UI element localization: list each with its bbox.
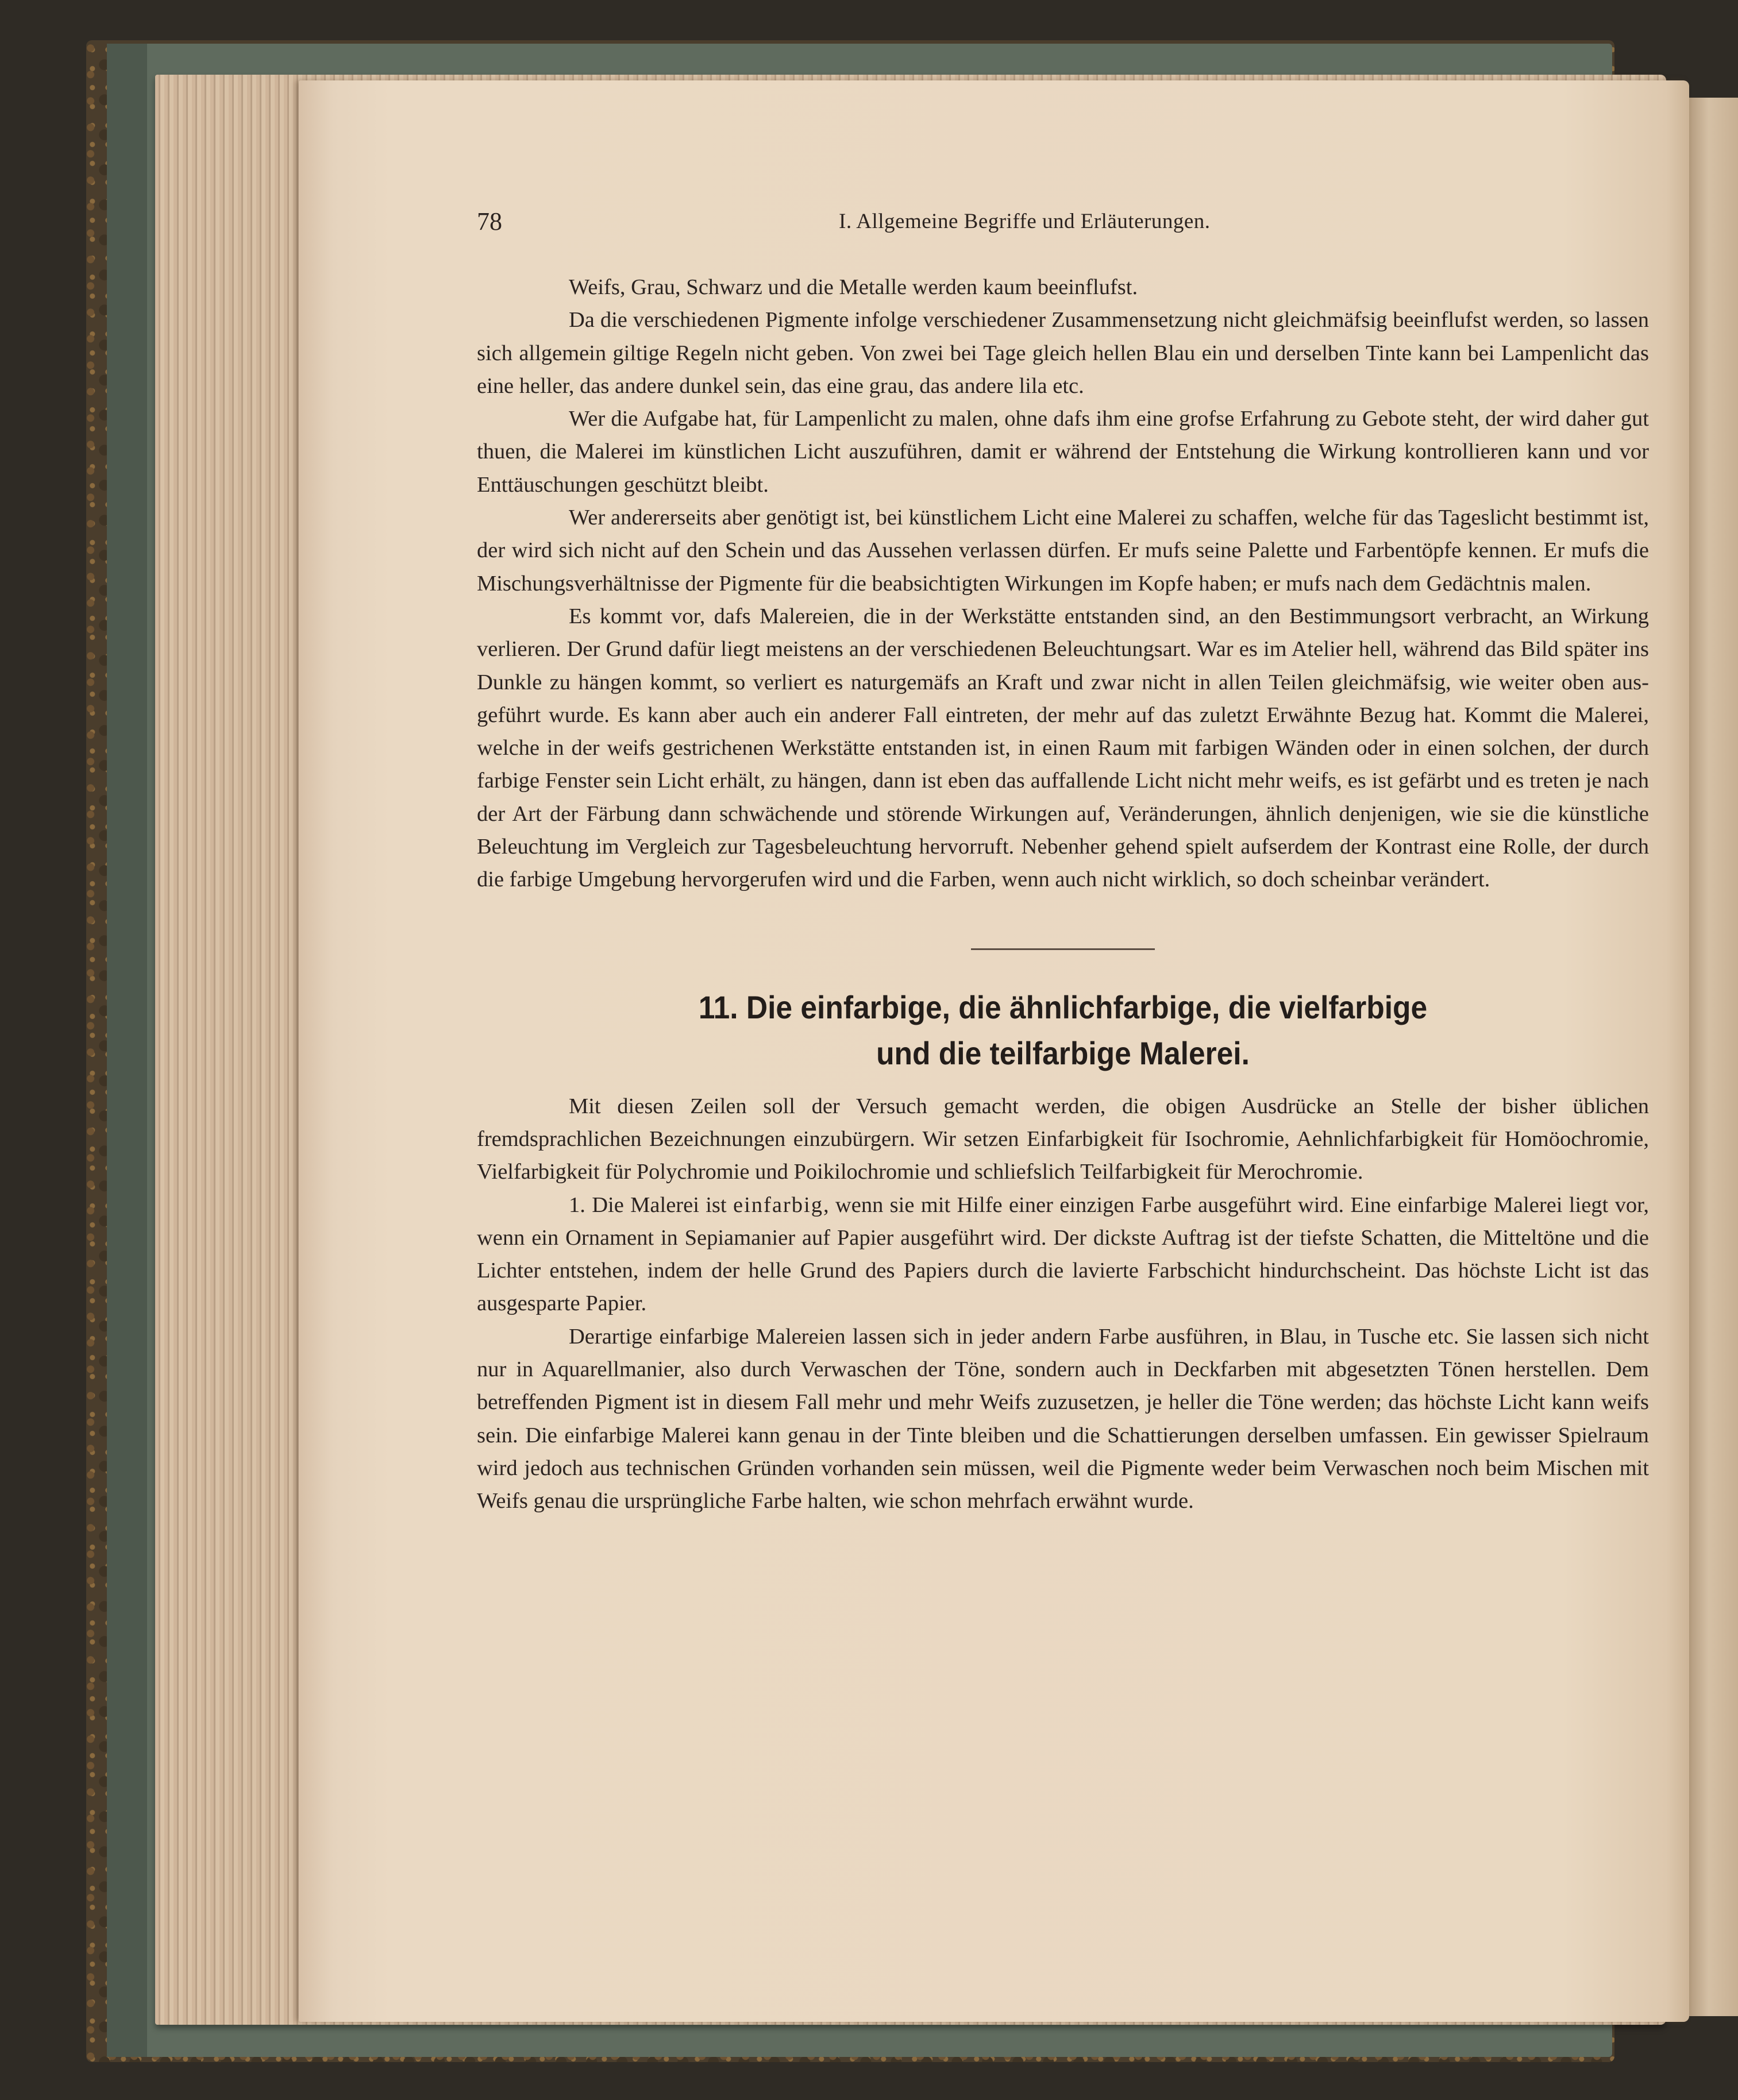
section-heading-line: 11. Die einfarbige, die ähnlichfarbige, die vielfarbige bbox=[698, 989, 1428, 1025]
facing-page-edge bbox=[1689, 98, 1738, 2016]
paragraph: Da die verschiedenen Pigmente infolge verschiedener Zusammensetzung nicht gleichmäfsig beeinflufst werden, so lassen sich allgemein giltige Regeln nicht geben. Von zwei bei Tage gleich hellen Blau ein und derselben Tinte kann bei Lampenlicht das eine heller, das andere dunkel sein, das eine grau, das andere lila etc. bbox=[477, 308, 1649, 398]
section-divider bbox=[971, 948, 1155, 950]
paragraph: Derartige einfarbige Malereien lassen sich in jeder andern Farbe ausführen, in Blau, in Tusche etc. Sie lassen sich nicht nur in Aquarellmanier, also durch Verwaschen der Töne, sondern auch in Deckfarben mit abgesetzten Tönen herstellen. Dem betreffenden Pigment ist in diesem Fall mehr und mehr Weifs zuzusetzen, je heller die Töne werden; das höchste Licht kann weifs sein. Die einfarbige Malerei kann genau in der Tinte bleiben und die Schattierungen derselben umfassen. Ein gewisser Spielraum wird jedoch aus technischen Gründen vorhanden sein müssen, weil die Pigmente weder beim Verwaschen noch beim Mischen mit Weifs genau die ursprüngliche Farbe halten, wie schon mehrfach erwähnt wurde. bbox=[477, 1324, 1649, 1514]
section-heading-line: und die teilfarbige Malerei. bbox=[876, 1034, 1250, 1071]
paragraph: Wer andererseits aber genötigt ist, bei künstlichem Licht eine Malerei zu schaffen, welche für das Tageslicht bestimmt ist, der wird sich nicht auf den Schein und das Aussehen verlassen dürfen. Er mufs seine Palette und Farbentöpfe kennen. Er mufs die Mischungsverhältnisse der Pigmente für die beabsichtigten Wirkungen im Kopfe haben; er mufs nach dem Gedächtnis malen. bbox=[477, 505, 1649, 596]
running-head bbox=[477, 207, 1649, 247]
paragraph: Es kommt vor, dafs Malereien, die in der Werkstätte entstanden sind, an den Bestimmungsort verbracht, an Wirkung verlieren. Der Grund dafür liegt meistens an der verschiedenen Beleuchtungsart. War es im Atelier hell, während das Bild später ins Dunkle zu hängen kommt, so verliert es naturgemäfs an Kraft und zwar nicht in allen Teilen gleichmäfsig, wie weiter oben ausgeführt wurde. Es kann aber auch ein anderer Fall eintreten, der mehr auf das zuletzt Erwähnte Bezug hat. Kommt die Malerei, welche in der weifs gestrichenen Werkstätte entstanden ist, in einen Raum mit farbigen Wänden oder in einen solchen, der durch farbige Fenster sein Licht erhält, zu hängen, dann ist eben das auffallende Licht nicht mehr weifs, es ist gefärbt und es treten je nach der Art der Färbung dann schwächende und störende Wirkungen auf, Veränderungen, ähnlich denjenigen, wie sie die künstliche Beleuchtung im Vergleich zur Tagesbeleuchtung hervorruft. Nebenher gehend spielt aufserdem der Kontrast eine Rolle, der durch die farbige Umgebung hervorgerufen wird und die Farben, wenn auch nicht wirklich, so doch scheinbar verändert. bbox=[477, 604, 1649, 892]
paragraph-text: 1. Die Malerei ist bbox=[569, 1192, 733, 1217]
page-number: 78 bbox=[477, 207, 502, 236]
section-heading bbox=[524, 985, 1602, 1076]
paragraph: Weifs, Grau, Schwarz und die Metalle werden kaum beeinflufst. bbox=[569, 275, 1138, 299]
paragraph: Wer die Aufgabe hat, für Lampenlicht zu malen, ohne dafs ihm eine grofse Erfahrung zu Gebote steht, der wird daher gut thuen, die Malerei im künstlichen Licht auszuführen, damit er während der Entstehung die Wirkung kontrollieren kann und vor Enttäuschungen geschützt bleibt. bbox=[477, 407, 1649, 497]
emphasized-term: einfarbig bbox=[733, 1192, 823, 1217]
paragraph-text: , wenn sie mit Hilfe einer einzigen Farbe ausgeführt wird. Eine einfarbige Malerei liegt vor, wenn ein Ornament in Sepiamanier auf Papier ausgeführt wird. Der dickste Auftrag ist der tiefste Schatten, die Mitteltöne und die Lichter entstehen, indem der helle Grund des Papiers durch die lavierte Farbschicht hindurchscheint. Das höchste Licht ist das ausgesparte Papier. bbox=[477, 1192, 1649, 1316]
paragraph bbox=[477, 1189, 1649, 1321]
running-title: I. Allgemeine Begriffe und Erläuterungen. bbox=[839, 210, 1211, 233]
spine-strip bbox=[107, 44, 147, 2057]
paragraph: Mit diesen Zeilen soll der Versuch gemacht werden, die obigen Ausdrücke an Stelle der bisher üblichen fremdsprachlichen Bezeichnungen einzubürgern. Wir setzen Einfarbigkeit für Isochromie, Aehnlichfarbigkeit für Homöochromie, Vielfarbigkeit für Polychromie und Poikilochromie und schliefslich Teilfarbigkeit für Merochromie. bbox=[477, 1094, 1649, 1184]
page-text-block bbox=[477, 207, 1649, 1518]
